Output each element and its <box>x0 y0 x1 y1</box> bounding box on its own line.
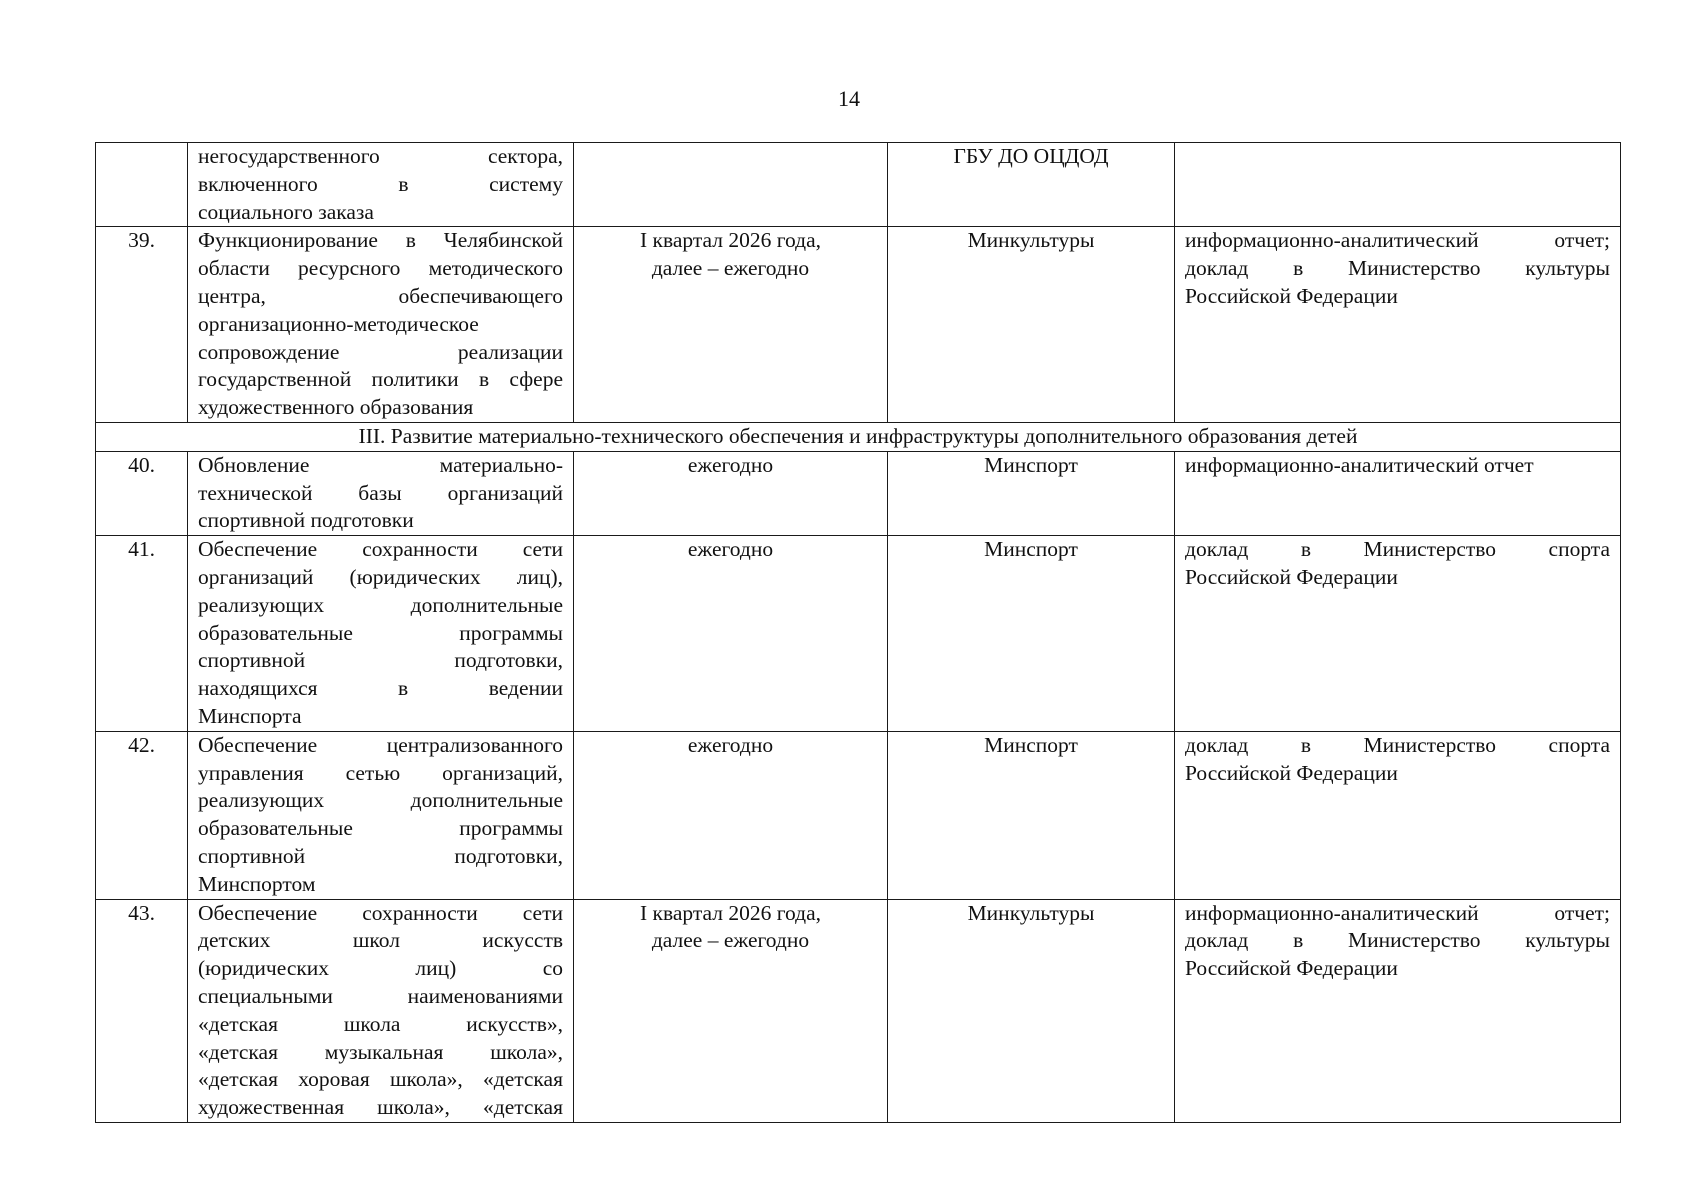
deadline <box>574 143 888 227</box>
responsible-executor-line: ГБУ ДО ОЦДОД <box>953 144 1109 168</box>
section-header-row <box>96 422 1621 451</box>
expected-result-line: доклад в Министерство спорта <box>1185 732 1610 757</box>
deadline-line: ежегодно <box>687 537 774 562</box>
expected-result-line: Российской Федерации <box>1185 564 1398 589</box>
responsible-executor <box>888 227 1175 423</box>
deadline <box>574 731 888 899</box>
deadline <box>574 451 888 535</box>
row-number <box>96 143 188 227</box>
responsible-executor-line: Минкультуры <box>967 900 1095 925</box>
expected-result-line: Российской Федерации <box>1185 956 1398 981</box>
measure-description-line: образовательные программы <box>198 816 563 841</box>
measure-description-line: реализующих дополнительные <box>198 592 563 617</box>
expected-result <box>1175 143 1621 227</box>
measure-description <box>188 536 574 732</box>
measure-description-line: Обеспечение сохранности сети <box>198 537 563 562</box>
measure-description-line: включенного в систему <box>198 171 563 196</box>
row-number: 39. <box>96 227 188 423</box>
table-row <box>96 143 1621 227</box>
deadline-line: ежегодно <box>687 452 774 477</box>
table-row <box>96 451 1621 535</box>
measure-description-line: социального заказа <box>198 199 374 224</box>
row-number: 43. <box>96 899 188 1122</box>
expected-result-line: информационно-аналитический отчет; <box>1185 228 1610 253</box>
measure-description <box>188 899 574 1122</box>
measure-description-line: технической базы организаций <box>198 480 563 505</box>
expected-result-line: доклад в Министерство культуры <box>1185 928 1610 953</box>
row-number: 42. <box>96 731 188 899</box>
measure-description-line: спортивной подготовки <box>198 508 414 533</box>
deadline-line: далее – ежегодно <box>651 256 810 281</box>
table-row <box>96 899 1621 1122</box>
deadline-line: I квартал 2026 года, <box>640 900 821 925</box>
measure-description-line: спортивной подготовки, <box>198 843 563 868</box>
measure-description-line: «детская школа искусств», <box>198 1011 563 1036</box>
responsible-executor-line: Минспорт <box>984 452 1078 477</box>
measure-description-line: специальными наименованиями <box>198 983 563 1008</box>
measure-description <box>188 731 574 899</box>
measure-description-line: детских школ искусств <box>198 928 563 953</box>
measure-description-line: центра, обеспечивающего <box>198 283 563 308</box>
measure-description-line: негосударственного сектора, <box>198 144 563 168</box>
measure-description-line: управления сетью организаций, <box>198 760 563 785</box>
deadline <box>574 899 888 1122</box>
deadline-line: I квартал 2026 года, <box>640 228 821 253</box>
table-row <box>96 731 1621 899</box>
responsible-executor <box>888 451 1175 535</box>
measure-description-line: художественного образования <box>198 395 474 420</box>
expected-result <box>1175 536 1621 732</box>
expected-result <box>1175 227 1621 423</box>
measure-description-line: художественная школа», «детская <box>198 1095 563 1120</box>
expected-result-line: Российской Федерации <box>1185 760 1398 785</box>
measure-description <box>188 451 574 535</box>
measure-description-line: Функционирование в Челябинской <box>198 228 563 253</box>
measure-description-line: находящихся в ведении <box>198 676 563 701</box>
measure-description-line: организаций (юридических лиц), <box>198 564 563 589</box>
expected-result-line: доклад в Министерство спорта <box>1185 537 1610 562</box>
row-number: 40. <box>96 451 188 535</box>
expected-result <box>1175 731 1621 899</box>
responsible-executor-line: Минспорт <box>984 732 1078 757</box>
expected-result-line: Российской Федерации <box>1185 283 1398 308</box>
measure-description <box>188 227 574 423</box>
measure-description-line: «детская музыкальная школа», <box>198 1039 563 1064</box>
measure-description-line: сопровождение реализации <box>198 339 563 364</box>
expected-result-line: доклад в Министерство культуры <box>1185 256 1610 281</box>
measure-description-line: Обновление материально- <box>198 452 563 477</box>
measure-description-line: организационно-методическое <box>198 311 479 336</box>
measure-description-line: спортивной подготовки, <box>198 648 563 673</box>
responsible-executor <box>888 731 1175 899</box>
measure-description-line: образовательные программы <box>198 620 563 645</box>
measure-description-line: Минспортом <box>198 871 316 896</box>
responsible-executor-line: Минкультуры <box>967 228 1095 253</box>
row-number: 41. <box>96 536 188 732</box>
deadline-line: далее – ежегодно <box>651 928 810 953</box>
measure-description-line: Обеспечение централизованного <box>198 732 563 757</box>
measure-description-line: «детская хоровая школа», «детская <box>198 1067 563 1092</box>
measure-description <box>188 143 574 227</box>
deadline <box>574 536 888 732</box>
responsible-executor <box>888 536 1175 732</box>
table-row <box>96 227 1621 423</box>
plan-table <box>95 142 1621 1123</box>
deadline <box>574 227 888 423</box>
expected-result <box>1175 899 1621 1122</box>
measure-description-line: области ресурсного методического <box>198 256 563 281</box>
measure-description-line: государственной политики в сфере <box>198 367 563 392</box>
plan-table-body <box>96 143 1621 1123</box>
measure-description-line: (юридических лиц) со <box>198 956 563 981</box>
expected-result-line: информационно-аналитический отчет <box>1185 452 1534 477</box>
responsible-executor <box>888 143 1175 227</box>
expected-result-line: информационно-аналитический отчет; <box>1185 900 1610 925</box>
responsible-executor <box>888 899 1175 1122</box>
measure-description-line: Обеспечение сохранности сети <box>198 900 563 925</box>
expected-result <box>1175 451 1621 535</box>
measure-description-line: реализующих дополнительные <box>198 788 563 813</box>
section-title: III. Развитие материально-технического обеспечения и инфраструктуры дополнительного образования детей <box>96 422 1621 451</box>
responsible-executor-line: Минспорт <box>984 537 1078 562</box>
page-number: 14 <box>838 86 860 111</box>
table-row <box>96 536 1621 732</box>
deadline-line: ежегодно <box>687 732 774 757</box>
measure-description-line: Минспорта <box>198 703 302 728</box>
